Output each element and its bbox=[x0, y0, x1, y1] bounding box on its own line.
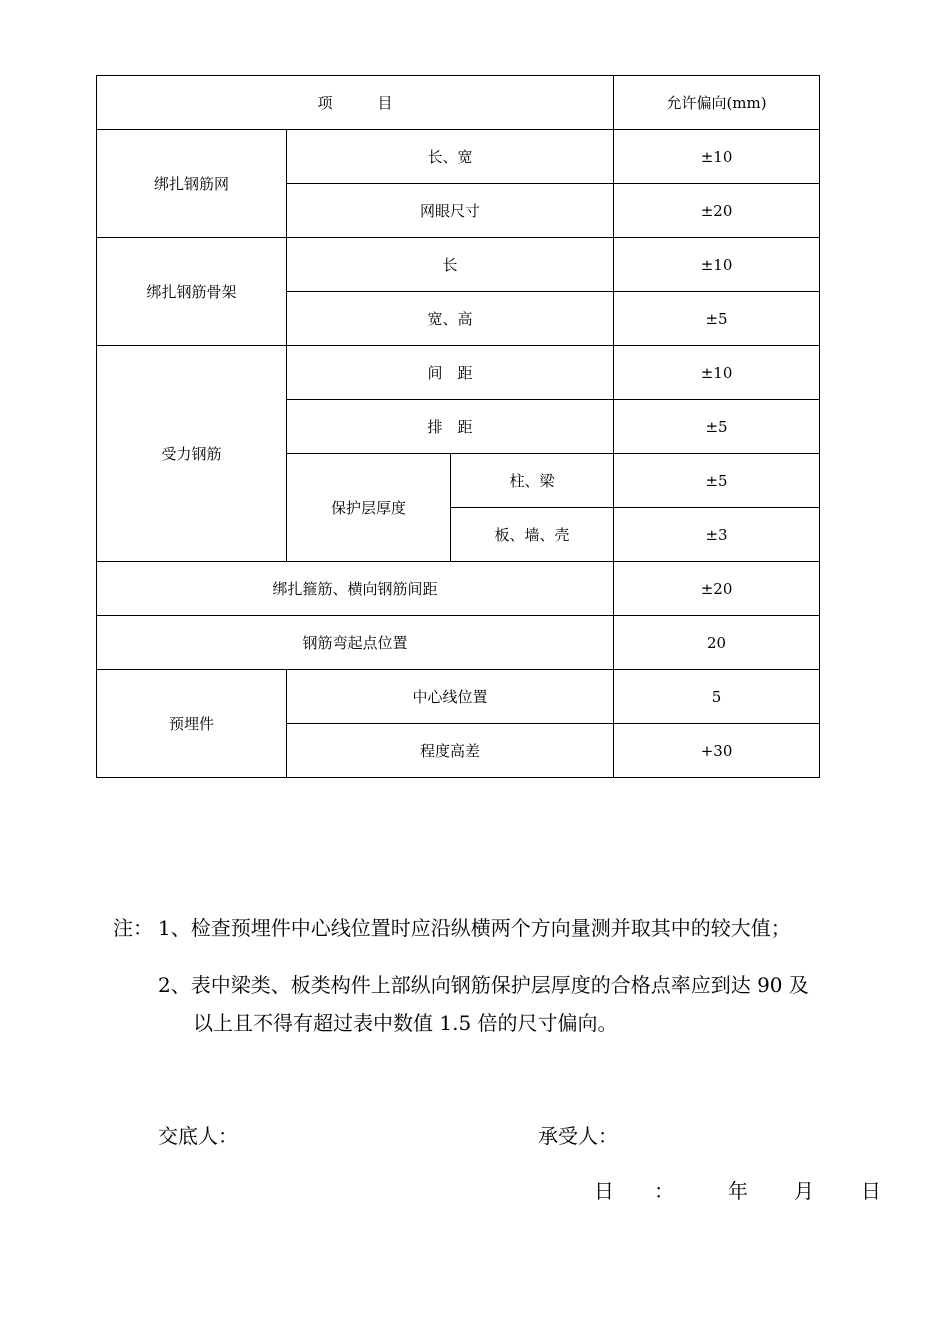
item-label: 程度高差 bbox=[287, 724, 614, 778]
tolerance-table bbox=[96, 75, 820, 778]
item-value: ±5 bbox=[614, 454, 820, 508]
item-label: 钢筋弯起点位置 bbox=[97, 616, 614, 670]
note-2-line-1: 2、表中梁类、板类构件上部纵向钢筋保护层厚度的合格点率应到达 90 及 bbox=[158, 973, 809, 997]
header-item: 项 目 bbox=[97, 76, 614, 130]
table-row bbox=[97, 562, 820, 616]
item-value: ±10 bbox=[614, 238, 820, 292]
item-label: 网眼尺寸 bbox=[287, 184, 614, 238]
group-stressed: 受力钢筋 bbox=[97, 346, 287, 562]
handover-label: 交底人： bbox=[158, 1124, 238, 1148]
date-day: 日 bbox=[861, 1179, 881, 1203]
note-1: 1、检查预埋件中心线位置时应沿纵横两个方向量测并取其中的较大值； bbox=[158, 916, 791, 940]
table-row bbox=[97, 238, 820, 292]
group-frame: 绑扎钢筋骨架 bbox=[97, 238, 287, 346]
note-2-line-2: 以上且不得有超过表中数值 1.5 倍的尺寸偏向。 bbox=[193, 1011, 618, 1035]
item-label: 绑扎箍筋、横向钢筋间距 bbox=[97, 562, 614, 616]
table-row bbox=[97, 346, 820, 400]
table-row bbox=[97, 670, 820, 724]
date-month: 月 bbox=[794, 1179, 814, 1203]
item-value: ±20 bbox=[614, 184, 820, 238]
item-value: ±3 bbox=[614, 508, 820, 562]
group-embedded: 预埋件 bbox=[97, 670, 287, 778]
item-label: 长 bbox=[287, 238, 614, 292]
date-year: 年 bbox=[728, 1179, 748, 1203]
date-label: 日 ： bbox=[594, 1179, 674, 1203]
item-label: 柱、梁 bbox=[451, 454, 614, 508]
item-value: +30 bbox=[614, 724, 820, 778]
table-row bbox=[97, 616, 820, 670]
table-row bbox=[97, 130, 820, 184]
item-label: 中心线位置 bbox=[287, 670, 614, 724]
group-mesh: 绑扎钢筋网 bbox=[97, 130, 287, 238]
item-value: ±5 bbox=[614, 292, 820, 346]
item-value: 20 bbox=[614, 616, 820, 670]
item-label: 板、墙、壳 bbox=[451, 508, 614, 562]
item-value: ±10 bbox=[614, 346, 820, 400]
item-label: 间 距 bbox=[287, 346, 614, 400]
receiver-label: 承受人： bbox=[538, 1124, 618, 1148]
header-deviation: 允许偏向(mm) bbox=[614, 76, 820, 130]
item-label: 排 距 bbox=[287, 400, 614, 454]
item-label: 宽、高 bbox=[287, 292, 614, 346]
item-value: 5 bbox=[614, 670, 820, 724]
notes-prefix: 注： bbox=[113, 916, 153, 940]
item-label: 长、宽 bbox=[287, 130, 614, 184]
item-value: ±5 bbox=[614, 400, 820, 454]
item-value: ±20 bbox=[614, 562, 820, 616]
item-value: ±10 bbox=[614, 130, 820, 184]
table-header-row bbox=[97, 76, 820, 130]
subgroup-cover: 保护层厚度 bbox=[287, 454, 451, 562]
